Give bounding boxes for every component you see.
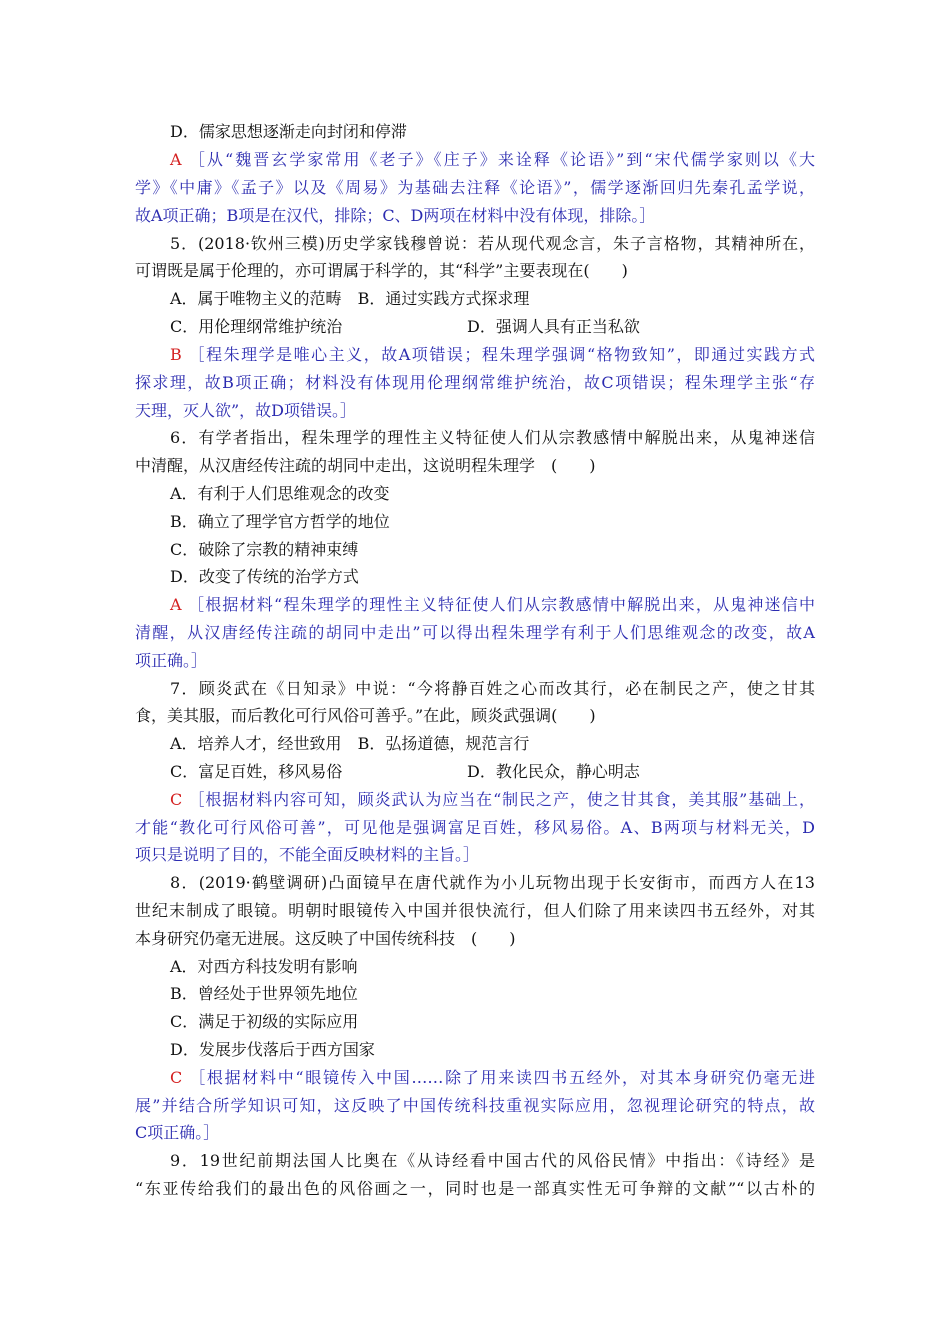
q5-option-d: D．强调人具有正当私欲: [467, 317, 640, 336]
q7-option-b: B．弘扬道德，规范言行: [357, 734, 530, 753]
q4-explain-3: 故A项正确；B项是在汉代，排除；C、D两项在材料中没有体现，排除。］: [135, 206, 656, 225]
q7-options-row-2: [170, 761, 815, 783]
q8-option-c: C．满足于初级的实际应用: [170, 1012, 359, 1031]
q6-option-d: D．改变了传统的治学方式: [170, 567, 359, 586]
q6-stem-2: 中清醒，从汉唐经传注疏的胡同中走出，这说明程朱理学 ( ): [135, 456, 596, 475]
q7-explain-3: 项只是说明了目的，不能全面反映材料的主旨。］: [135, 845, 480, 864]
q4-explain-1: ［从“魏晋玄学家常用《老子》《庄子》来诠释《论语》”到“宋代儒学家则以《大: [186, 150, 815, 169]
q4-explain-2: 学》《中庸》《孟子》以及《周易》为基础去注释《论语》”，儒学逐渐回归先秦孔孟学说，: [135, 178, 815, 197]
q6-option-b: B．确立了理学官方哲学的地位: [170, 512, 390, 531]
q5-answer-line-1: [170, 344, 815, 366]
q5-option-a: A．属于唯物主义的范畴: [170, 289, 342, 308]
q5-options-row-2: [170, 316, 815, 338]
q7-option-a: A．培养人才，经世致用: [170, 734, 342, 753]
q6-answer-line-1: [170, 594, 815, 616]
q8-explain-1: ［根据材料中“眼镜传入中国……除了用来读四书五经外，对其本身研究仍毫无进: [187, 1068, 815, 1087]
q5-answer-key: B: [170, 345, 182, 364]
q5-explain-3: 天理，灭人欲”，故D项错误。］: [135, 401, 357, 420]
q8-explain-3: C项正确。］: [135, 1123, 220, 1142]
q6-stem-1: 6．有学者指出，程朱理学的理性主义特征使人们从宗教感情中解脱出来，从鬼神迷信: [170, 428, 815, 447]
q5-explain-2: 探求理，故B项正确；材料没有体现用伦理纲常维护统治，故C项错误；程朱理学主张“存: [135, 373, 815, 392]
q7-answer-key: C: [170, 790, 183, 809]
q8-answer-key: C: [170, 1068, 183, 1087]
q8-stem-3: 本身研究仍毫无进展。这反映了中国传统科技 ( ): [135, 929, 516, 948]
q4-answer-line-1: [170, 149, 815, 171]
q5-option-c: C．用伦理纲常维护统治: [170, 317, 343, 336]
q7-option-d: D．教化民众，静心明志: [467, 762, 640, 781]
q8-explain-2: 展”并结合所学知识可知，这反映了中国传统科技重视实际应用，忽视理论研究的特点，故: [135, 1096, 815, 1115]
q5-stem-2: 可谓既是属于伦理的，亦可谓属于科学的，其“科学”主要表现在( ): [135, 261, 628, 280]
q8-option-d: D．发展步伐落后于西方国家: [170, 1040, 375, 1059]
q6-explain-3: 项正确。］: [135, 651, 208, 670]
q7-stem-2: 食，美其服，而后教化可行风俗可善乎。”在此，顾炎武强调( ): [135, 706, 596, 725]
q8-stem-1: 8．(2019·鹤壁调研)凸面镜早在唐代就作为小儿玩物出现于长安街市，而西方人在13: [170, 873, 815, 892]
q7-answer-line-1: [170, 789, 815, 811]
q6-explain-2: 清醒，从汉唐经传注疏的胡同中走出”可以得出程朱理学有利于人们思维观念的改变，故A: [135, 623, 815, 642]
q5-option-b: B．通过实践方式探求理: [357, 289, 530, 308]
q6-explain-1: ［根据材料“程朱理学的理性主义特征使人们从宗教感情中解脱出来，从鬼神迷信中: [186, 595, 815, 614]
q8-answer-line-1: [170, 1067, 815, 1089]
q8-stem-2: 世纪末制成了眼镜。明朝时眼镜传入中国并很快流行，但人们除了用来读四书五经外，对其: [135, 901, 815, 920]
q8-option-b: B．曾经处于世界领先地位: [170, 984, 358, 1003]
q5-explain-1: ［程朱理学是唯心主义，故A项错误；程朱理学强调“格物致知”，即通过实践方式: [187, 345, 815, 364]
q7-explain-1: ［根据材料内容可知，顾炎武认为应当在“制民之产，使之甘其食，美其服”基础上，: [187, 790, 815, 809]
q5-stem-1: 5．(2018·钦州三模)历史学家钱穆曾说：若从现代观念言，朱子言格物，其精神所在，: [170, 234, 815, 253]
q7-stem-1: 7．顾炎武在《日知录》中说：“今将静百姓之心而改其行，必在制民之产，使之甘其: [170, 679, 815, 698]
q4-answer-key: A: [170, 150, 182, 169]
q6-option-c: C．破除了宗教的精神束缚: [170, 540, 359, 559]
q6-answer-key: A: [170, 595, 182, 614]
q7-options-row-1: [170, 733, 815, 755]
q9-stem-1: 9．19世纪前期法国人比奥在《从诗经看中国古代的风俗民情》中指出：《诗经》是: [170, 1151, 815, 1170]
q9-stem-2: “东亚传给我们的最出色的风俗画之一，同时也是一部真实性无可争辩的文献”“以古朴的: [135, 1179, 815, 1198]
q5-options-row-1: [170, 288, 815, 310]
q6-option-a: A．有利于人们思维观念的改变: [170, 484, 390, 503]
q4-option-d: D．儒家思想逐渐走向封闭和停滞: [170, 122, 407, 141]
q7-option-c: C．富足百姓，移风易俗: [170, 762, 343, 781]
q8-option-a: A．对西方科技发明有影响: [170, 957, 358, 976]
q7-explain-2: 才能“教化可行风俗可善”，可见他是强调富足百姓，移风易俗。A、B两项与材料无关，D: [135, 818, 815, 837]
